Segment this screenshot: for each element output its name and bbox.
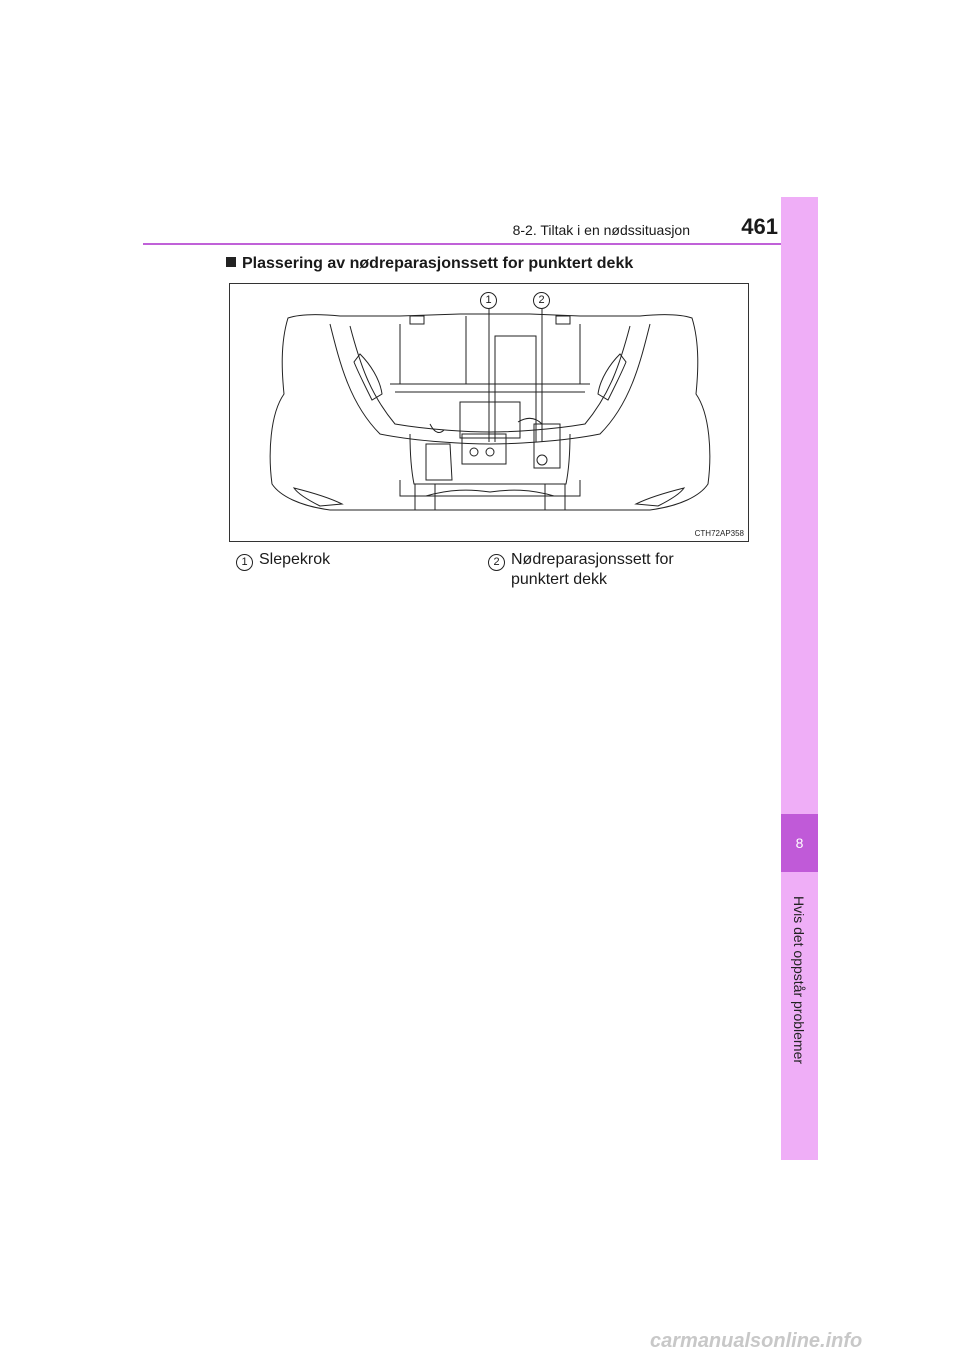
trunk-line-drawing bbox=[230, 284, 748, 541]
section-heading bbox=[226, 255, 633, 273]
figure-code: CTH72AP358 bbox=[694, 529, 744, 538]
legend-item-2 bbox=[488, 550, 698, 590]
section-heading-text: Plassering av nødreparasjonssett for punktert dekk bbox=[242, 255, 634, 272]
header-section-title: 8-2. Tiltak i en nødssituasjon bbox=[512, 222, 690, 238]
square-bullet-icon bbox=[226, 257, 236, 267]
legend-number-2: 2 bbox=[488, 554, 505, 571]
legend-number-1: 1 bbox=[236, 554, 253, 571]
watermark: carmanualsonline.info bbox=[650, 1330, 863, 1352]
legend-item-1 bbox=[236, 550, 330, 571]
chapter-title-vertical: Hvis det oppstår problemer bbox=[791, 895, 807, 1065]
trunk-illustration bbox=[229, 283, 749, 542]
callout-1-marker: 1 bbox=[480, 292, 497, 309]
chapter-number-tab: 8 bbox=[781, 814, 818, 872]
legend-text-1: Slepekrok bbox=[259, 551, 331, 568]
header-divider bbox=[143, 243, 818, 245]
page-number: 461 bbox=[741, 214, 778, 239]
callout-2-marker: 2 bbox=[533, 292, 550, 309]
legend-text-2: Nødreparasjonssett for punktert dekk bbox=[511, 551, 674, 588]
